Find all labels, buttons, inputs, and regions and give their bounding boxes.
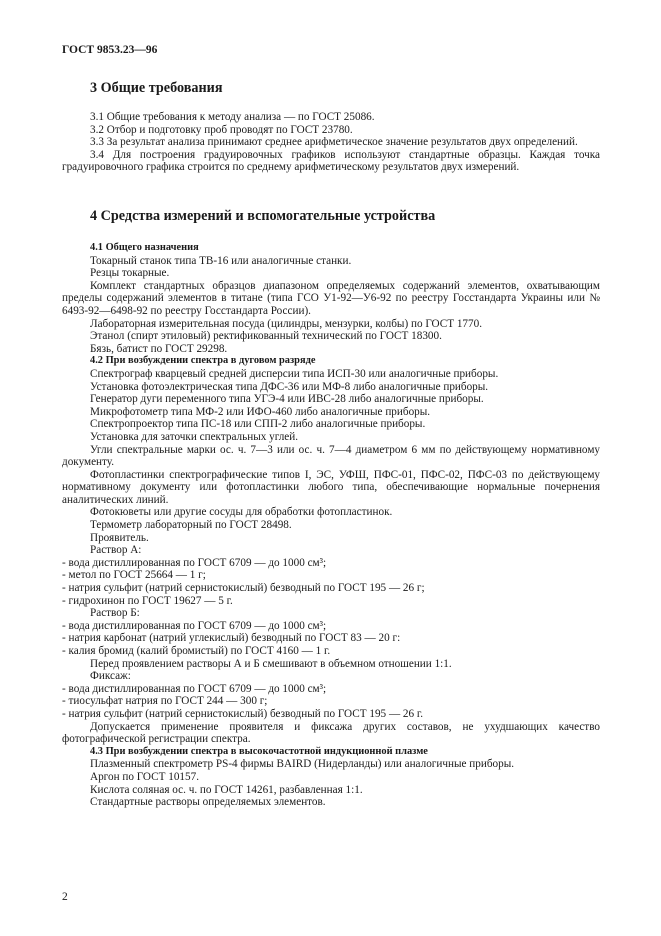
list-item: - вода дистиллированная по ГОСТ 6709 — до 1000 см³; — [62, 556, 327, 569]
list-item: Проявитель. — [90, 531, 149, 544]
list-item: - вода дистиллированная по ГОСТ 6709 — до 1000 см³; — [62, 619, 327, 632]
list-item: Фотокюветы или другие сосуды для обработки фотопластинок. — [90, 506, 393, 519]
list-item: Генератор дуги переменного типа УГЭ-4 или ИВС-28 либо аналогичные приборы. — [90, 393, 484, 406]
list-item: Этанол (спирт этиловый) ректификованный технический по ГОСТ 18300. — [90, 330, 442, 343]
list-item: - гидрохинон по ГОСТ 19627 — 5 г. — [62, 594, 233, 607]
paragraph-3-2: 3.2 Отбор и подготовку проб проводят по ГОСТ 23780. — [90, 123, 353, 136]
list-item: Раствор А: — [90, 544, 142, 557]
list-item: - натрия карбонат (натрий углекислый) безводный по ГОСТ 83 — 20 г: — [62, 632, 401, 645]
list-item: Токарный станок типа ТВ-16 или аналогичные станки. — [90, 254, 352, 267]
list-item: - вода дистиллированная по ГОСТ 6709 — до 1000 см³; — [62, 682, 327, 695]
list-item: - тиосульфат натрия по ГОСТ 244 — 300 г; — [62, 695, 268, 708]
list-item: Комплект стандартных образцов диапазоном определяемых содержаний элементов, охватывающим пределы содержаний элементов в титане (типа ГСО У1-92—У6-92 по реестру Госстандарта Украины или № 6493-92—6498-92 по реестру Госстандарта России). — [62, 279, 600, 317]
list-item: - натрия сульфит (натрий сернистокислый) безводный по ГОСТ 195 — 26 г. — [62, 707, 424, 720]
list-item: Плазменный спектрометр PS-4 фирмы BAIRD (Нидерланды) или аналогичные приборы. — [90, 758, 515, 771]
section-3-body — [62, 111, 600, 174]
list-item: Термометр лабораторный по ГОСТ 28498. — [90, 519, 292, 532]
list-item: - натрия сульфит (натрий сернистокислый) безводный по ГОСТ 195 — 26 г; — [62, 582, 425, 595]
section-3-title: 3 Общие требования — [90, 80, 223, 96]
list-item: Допускается применение проявителя и фиксажа других составов, не ухудшающих качество фотографической регистрации спектра. — [62, 720, 600, 746]
subsection-4-2-title: 4.2 При возбуждении спектра в дуговом разряде — [90, 355, 316, 367]
section-4-title: 4 Средства измерений и вспомогательные устройства — [90, 208, 436, 224]
list-item: Угли спектральные марки ос. ч. 7—3 или ос. ч. 7—4 диаметром 6 мм по действующему нормативному документу. — [62, 443, 600, 469]
list-item: Фиксаж: — [90, 670, 131, 683]
list-item: Лабораторная измерительная посуда (цилиндры, мензурки, колбы) по ГОСТ 1770. — [90, 317, 483, 330]
list-item: Перед проявлением растворы А и Б смешивают в объемном отношении 1:1. — [90, 657, 452, 670]
list-item: - калия бромид (калий бромистый) по ГОСТ 4160 — 1 г. — [62, 645, 331, 657]
list-item: Резцы токарные. — [90, 267, 170, 280]
paragraph-3-4: 3.4 Для построения градуировочных графиков используют стандартные образцы. Каждая точка градуировочного графика строится по среднему арифметическому результатов двух измерений. — [62, 148, 600, 174]
document-header: ГОСТ 9853.23—96 — [62, 44, 158, 56]
list-item: Спектрограф кварцевый средней дисперсии типа ИСП-30 или аналогичные приборы. — [90, 367, 499, 380]
list-item: Фотопластинки спектрографические типов I, ЭС, УФШ, ПФС-01, ПФС-02, ПФС-03 по действующему нормативному документу или фотопластинки любого типа, обеспечивающие нормальные почернения аналитических линий. — [62, 468, 600, 506]
list-item: Кислота соляная ос. ч. по ГОСТ 14261, разбавленная 1:1. — [90, 783, 363, 796]
list-item: Микрофотометр типа МФ-2 или ИФО-460 либо аналогичные приборы. — [90, 405, 431, 418]
paragraph-3-1: 3.1 Общие требования к методу анализа — по ГОСТ 25086. — [90, 111, 375, 123]
list-item: Раствор Б: — [90, 607, 140, 620]
section-4-body — [62, 242, 600, 809]
paragraph-3-3: 3.3 За результат анализа принимают среднее арифметическое значение результатов двух определений. — [90, 136, 578, 149]
list-item: Установка для заточки спектральных углей. — [90, 430, 299, 443]
subsection-4-1-title: 4.1 Общего назначения — [90, 242, 199, 253]
list-item: Аргон по ГОСТ 10157. — [90, 770, 200, 783]
page-number: 2 — [62, 891, 68, 903]
list-item: - метол по ГОСТ 25664 — 1 г; — [62, 569, 206, 582]
list-item: Спектропроектор типа ПС-18 или СПП-2 либо аналогичные приборы. — [90, 418, 426, 431]
list-item: Стандартные растворы определяемых элементов. — [90, 796, 326, 809]
list-item: Установка фотоэлектрическая типа ДФС-36 или МФ-8 либо аналогичные приборы. — [90, 380, 489, 393]
subsection-4-3-title: 4.3 При возбуждении спектра в высокочастотной индукционной плазме — [90, 745, 428, 757]
list-item: Бязь, батист по ГОСТ 29298. — [90, 342, 228, 355]
